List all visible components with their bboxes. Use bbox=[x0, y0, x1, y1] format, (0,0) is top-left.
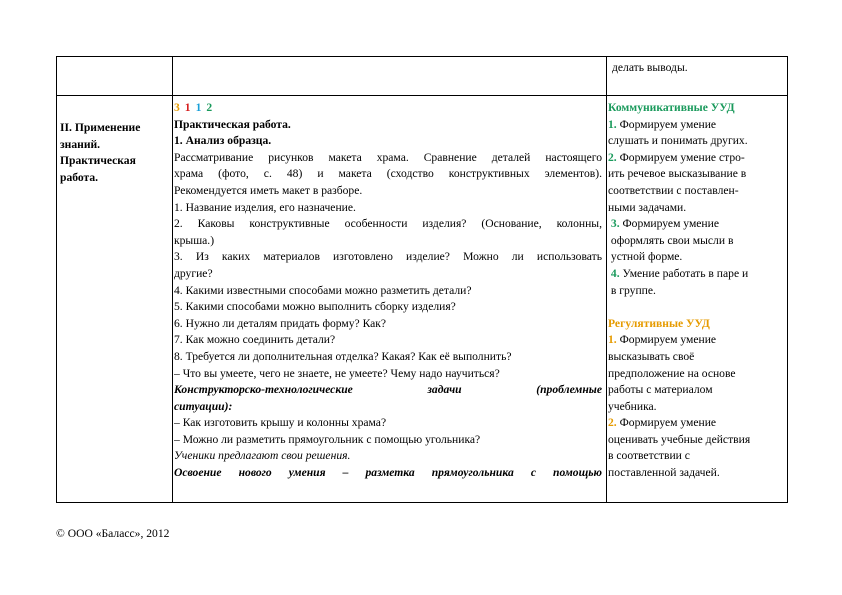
uud-line: ить речевое высказывание в bbox=[608, 167, 747, 181]
task-line: Освоение нового умения – разметка прямоугольника с помощью bbox=[174, 466, 602, 480]
uud-line: поставленной задачей. bbox=[608, 466, 720, 480]
uud-number: 3. bbox=[610, 217, 620, 231]
tasks-heading: ситуации): bbox=[174, 399, 233, 413]
uud-number: 2. bbox=[608, 416, 617, 430]
col-divider-1 bbox=[172, 56, 173, 503]
level-number: 1 bbox=[195, 101, 202, 114]
practical-heading: Практическая работа. bbox=[174, 117, 291, 131]
uud-line: 2. Формируем умение стро- bbox=[608, 150, 745, 164]
question-line: 5. Какими способами можно выполнить сборку изделия? bbox=[174, 300, 456, 314]
uud-number: 1. bbox=[608, 333, 617, 347]
uud-cell bbox=[608, 100, 786, 482]
uud-line: работы с материалом bbox=[608, 383, 713, 397]
task-line: Ученики предлагают свои решения. bbox=[174, 449, 351, 463]
regulative-uud-title: Регулятивные УУД bbox=[608, 316, 710, 330]
level-numbers bbox=[174, 100, 602, 117]
uud-line: предположение на основе bbox=[608, 366, 736, 380]
question-line: 1. Название изделия, его назначение. bbox=[174, 200, 356, 214]
uud-line: устной форме. bbox=[610, 250, 683, 264]
activity-cell bbox=[174, 100, 602, 482]
level-number: 2 bbox=[206, 101, 213, 114]
uud-line: соответствии с поставлен- bbox=[608, 183, 739, 197]
question-line: 8. Требуется ли дополнительная отделка? Какая? Как её выполнить? bbox=[174, 349, 512, 363]
uud-line: 2. Формируем умение bbox=[608, 416, 717, 430]
paragraph-line: Рассматривание рисунков макета храма. Сравнение деталей настоящего bbox=[174, 150, 602, 164]
top-row-col3-text: делать выводы. bbox=[612, 61, 688, 74]
question-line: другие? bbox=[174, 266, 213, 280]
stage-cell bbox=[60, 120, 168, 186]
uud-line: учебника. bbox=[608, 399, 657, 413]
uud-line: 1. Формируем умение bbox=[608, 333, 717, 347]
question-line: 6. Нужно ли деталям придать форму? Как? bbox=[174, 316, 387, 330]
table-border-right bbox=[787, 56, 788, 503]
question-line: 4. Какими известными способами можно разметить детали? bbox=[174, 283, 472, 297]
stage-line: Практическая bbox=[60, 154, 136, 168]
uud-line: оформлять свои мысли в bbox=[610, 233, 734, 247]
stage-line: знаний. bbox=[60, 137, 101, 151]
uud-line: 1. Формируем умение bbox=[608, 117, 717, 131]
table-border-top bbox=[56, 56, 788, 57]
question-line: 7. Как можно соединить детали? bbox=[174, 333, 336, 347]
col-divider-2 bbox=[606, 56, 607, 503]
uud-line: в соответствии с bbox=[608, 449, 690, 463]
table-border-bottom bbox=[56, 502, 788, 503]
question-line: – Что вы умеете, чего не знаете, не умеете? Чему надо научиться? bbox=[174, 366, 500, 380]
uud-line: 4. Умение работать в паре и bbox=[610, 266, 749, 280]
stage-line: II. Применение bbox=[60, 121, 141, 134]
question-line: 2. Каковы конструктивные особенности изделия? (Основание, колонны, bbox=[174, 217, 602, 231]
row-divider bbox=[56, 95, 788, 96]
table-border-left bbox=[56, 56, 57, 503]
uud-line: оценивать учебные действия bbox=[608, 432, 751, 446]
uud-line: слушать и понимать других. bbox=[608, 134, 748, 148]
uud-number: 1. bbox=[608, 117, 617, 131]
uud-line: 3. Формируем умение bbox=[610, 217, 719, 231]
question-line: 3. Из каких материалов изготовлено изделие? Можно ли использовать bbox=[174, 250, 602, 264]
uud-line: высказывать своё bbox=[608, 349, 695, 363]
task-line: – Можно ли разметить прямоугольник с помощью угольника? bbox=[174, 432, 481, 446]
level-number: 1 bbox=[184, 101, 191, 114]
analysis-heading: 1. Анализ образца. bbox=[174, 134, 272, 148]
uud-line: в группе. bbox=[610, 283, 656, 297]
question-line: крыша.) bbox=[174, 233, 215, 247]
level-number: 3 bbox=[174, 101, 180, 114]
stage-line: работа. bbox=[60, 170, 99, 184]
spacer bbox=[608, 299, 786, 316]
tasks-heading: Конструкторско-технологические задачи (проблемные bbox=[174, 383, 602, 397]
copyright-footer: © ООО «Баласс», 2012 bbox=[56, 527, 170, 540]
uud-number: 4. bbox=[610, 266, 620, 280]
paragraph-line: храма (фото, с. 48) и макета (сходство конструктивных элементов). bbox=[174, 167, 602, 181]
uud-line: ными задачами. bbox=[608, 200, 687, 214]
lesson-table bbox=[56, 56, 788, 503]
communicative-uud-title: Коммуникативные УУД bbox=[608, 101, 735, 114]
paragraph-line: Рекомендуется иметь макет в разборе. bbox=[174, 183, 363, 197]
task-line: – Как изготовить крышу и колонны храма? bbox=[174, 416, 387, 430]
uud-number: 2. bbox=[608, 150, 617, 164]
